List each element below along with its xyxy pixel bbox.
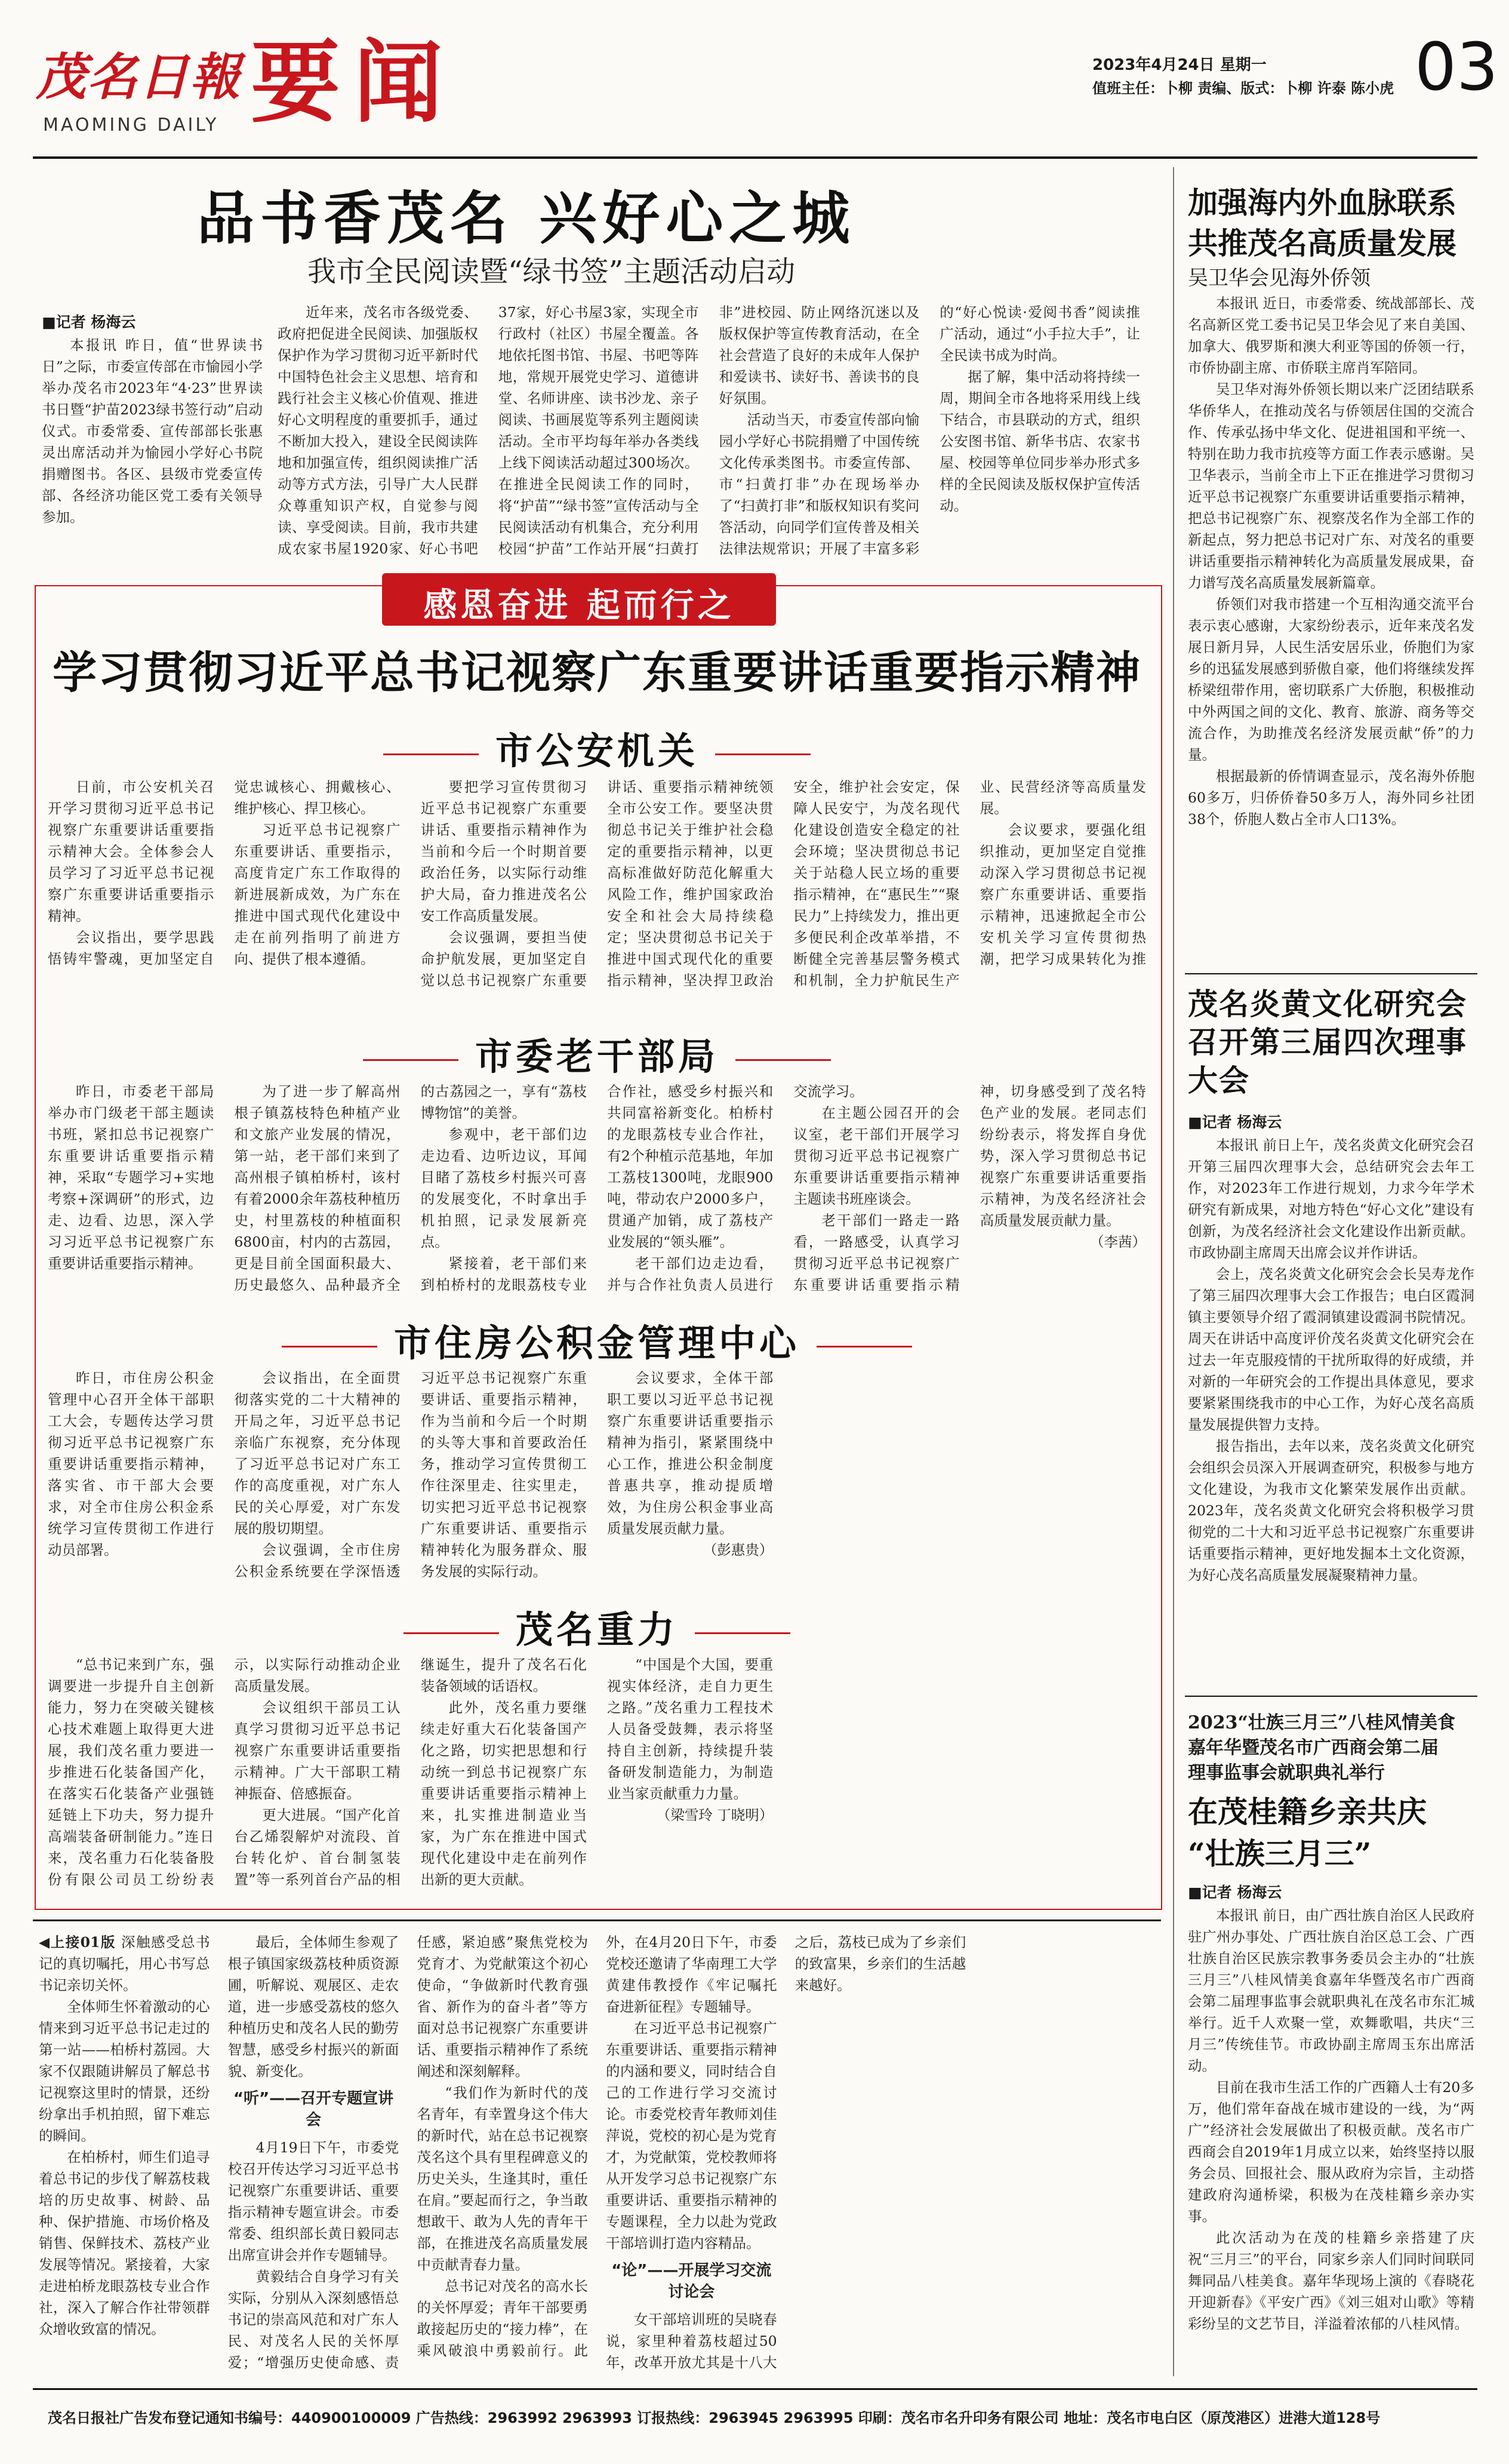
section-heading-police (42, 721, 1152, 774)
section-title: 要闻 (251, 30, 457, 135)
right-story2-title: 茂名炎黄文化研究会召开第三届四次理事大会 (1188, 986, 1467, 1098)
section-paragraph: 老干部们边走边看，并与合作社负责人员进行交流学习。 (606, 1083, 864, 1293)
continued-paragraph: 在习近平总书记视察广东重要讲话、重要指示精神的内涵和要义，同时结合自己的工作进行学习交流讨论。市委党校青年教师刘佳萍说，党校的初心是为党育才，为党献策，党校教师将从开发学习总书记视察广东重要讲话、重要指示精神的专题课程，全力以赴为党政干部培训打造内容精品。 (605, 2020, 777, 2251)
section-paragraph: 紧接着，老干部们来到柏桥村的龙眼荔枝专业合作社，感受乡村振兴和共同富裕新变化。柏桥村的龙眼荔枝专业合作社，有2个种植示范基地，年加工荔枝1300吨，龙眼900吨，带动农户2000多户，贯通产加销，成了荔枝产业发展的“领头雁”。 (420, 1083, 774, 1293)
heading-rule-left (404, 1632, 499, 1634)
right-rule-1 (1185, 973, 1477, 974)
section-paragraph: 老干部们一路走一路看，一路感受，认真学习贯彻习近平总书记视察广东重要讲话重要指示精神，切身感受到了茂名特色产业的发展。老同志们纷纷表示，将发挥自身优势，深入学习贯彻总书记视察广东重要讲话重要指示精神，为茂名经济社会高质量发展贡献力量。 (793, 1083, 1146, 1293)
issue-date: 2023年4月24日 星期一 (1092, 56, 1267, 74)
lead-author: ■记者 杨海云 (42, 313, 136, 331)
right-rule-2 (1185, 1696, 1477, 1697)
section-paragraph: “总书记来到广东，强调要进一步提升自主创新能力，努力在突破关键核心技术难题上取得更大进展，我们茂名重力要进一步推进石化装备国产化，在落实石化装备产业强链延链上下功夫，努力提升高端装备研制能力。”连日来，茂名重力石化装备股份有限公司员工纷纷表示，以实际行动推动企业高质量发展。 (48, 1656, 401, 1888)
section-paragraph: “中国是个大国，要重视实体经济，走自力更生之路。”茂名重力工程技术人员备受鼓舞，表示将坚持自主创新，持续提升装备研发制造能力，为制造业当家贡献重力力量。 (606, 1656, 774, 1802)
heading-rule-right (715, 753, 811, 755)
right-story1-body (1188, 293, 1474, 967)
section-paragraph: 昨日，市委老干部局举办市门级老干部主题读书班，紧扣总书记视察广东重要讲话重要指示精神，采取“专题学习+实地考察+深调研”的形式，边走、边看、边思，深入学习习近平总书记视察广东重要讲话重要指示精神。 (48, 1083, 214, 1272)
lead-paragraph: 活动当天，市委宣传部向愉园小学好心书院捐赠了中国传统文化传承类图书。市委宣传部、市“扫黄打非”办在现场举办了“扫黄打非”和版权知识有奖问答活动，向同学们宣传普及相关法律法规常识；开展了丰富多彩的“好心悦读·爱阅书香”阅读推广活动，通过“小手拉大手”，让全民读书成为时尚。 (719, 304, 1140, 557)
lead-paragraph: 本报讯 昨日，值“世界读书日”之际，市委宣传部在市愉园小学举办茂名市2023年“4·23”世界读书日暨“护苗2023绿书签行动”启动仪式。市委常委、宣传部部长张惠灵出席活动并为愉园小学好心书院捐赠图书。各区、县级市党委宣传部、各经济功能区党工委有关领导参加。 (42, 337, 263, 525)
section-heading-housing-fund (42, 1313, 1152, 1367)
continued-subhead: “论”——开展学习交流讨论会 (611, 2262, 772, 2301)
section-body-police (48, 776, 1146, 1009)
logo-english: MAOMING DAILY (43, 115, 219, 136)
section-paragraph: 为了进一步了解高州根子镇荔枝特色种植产业和文旅产业发展的情况，第一站，老干部们来到了高州根子镇柏桥村，该村有着2000余年荔枝种植历史，村里荔枝的种植面积6800亩，村内的古荔园，更是目前全国面积最大、历史最悠久、品种最齐全的古荔园之一，享有“荔枝博物馆”的美誉。 (234, 1083, 587, 1293)
continued-story (39, 1931, 1155, 2379)
logo-text: 茂名日報 (36, 47, 242, 106)
section-paragraph: 会议要求，要强化组织推动，更加坚定自觉推动深入学习贯彻总书记视察广东重要讲话、重要指示精神，迅速掀起全市公安机关学习宣传贯彻热潮，把学习成果转化为推 (980, 822, 1146, 967)
right-story3-author: ■记者 杨海云 (1188, 1884, 1282, 1901)
right-paragraph: 目前在我市生活工作的广西籍人士有20多万，他们常年奋战在城市建设的一线，为“两广”经济社会发展做出了积极贡献。茂名市广西商会自2019年1月成立以来，始终坚持以服务会员、回报社会、服从政府为宗旨，主动搭建政府沟通桥梁，积极为在茂桂籍乡亲办实事。 (1188, 2079, 1474, 2225)
footer-info: 茂名日报社广告发布登记通知书编号：440900100009 广告热线：2963992 2963993 订报热线：2963945 2963995 印刷：茂名市名升印务有限公司 地址：茂名市电白区（原茂港区）进港大道128号 (48, 2410, 1381, 2426)
heading-rule-left (282, 1346, 377, 1348)
section-paragraph: 日前，市公安机关召开学习贯彻习近平总书记视察广东重要讲话重要指示精神大会。全体参会人员学习了习近平总书记视察广东重要讲话重要指示精神。 (48, 779, 214, 924)
lead-subtitle: 我市全民阅读暨“绿书签”主题活动启动 (307, 255, 796, 288)
right-story2-author: ■记者 杨海云 (1188, 1113, 1282, 1131)
continued-paragraph: 4月19日下午，市委党校召开传达学习习近平总书记视察广东重要讲话、重要指示精神专题宣讲会。市委常委、组织部长黄日毅同志出席宣讲会并作专题辅导。 (227, 2139, 399, 2263)
section-paragraph: 会议组织干部员工认真学习贯彻习近平总书记视察广东重要讲话重要指示精神。广大干部职工精神振奋、倍感振奋。 (234, 1699, 401, 1802)
right-paragraph: 本报讯 前日上午，茂名炎黄文化研究会召开第三届四次理事大会，总结研究会去年工作，对2023年工作进行规划，力求今年学术研究有新成果，对地方特色“好心文化”建设有创新，为茂名经济社会文化建设作出新贡献。市政协副主席周天出席会议并作讲话。 (1188, 1137, 1474, 1261)
continued-subhead: “听”——召开专题宣讲会 (233, 2090, 394, 2129)
lead-body-col1 (42, 334, 263, 567)
right-paragraph: 本报讯 前日，由广西壮族自治区人民政府驻广州办事处、广西壮族自治区总工会、广西壮族自治区民族宗教事务委员会主办的“壮族三月三”八桂风情美食嘉年华暨茂名市广西商会第二届理事监事会就职典礼在茂名市东汇城举行。近千人欢聚一堂，欢舞歌唱，共庆“三月三”传统佳节。市政协副主席周玉东出席活动。 (1188, 1907, 1474, 2074)
continued-paragraph: 全体师生怀着激动的心情来到习近平总书记走过的第一站——柏桥村荔园。大家不仅跟随讲解员了解总书记视察这里时的情景，还纷纷拿出手机拍照，留下难忘的瞬间。 (39, 1998, 210, 2144)
section-paragraph: 要把学习宣传贯彻习近平总书记视察广东重要讲话、重要指示精神作为当前和今后一个时期首要政治任务，以实际行动维护大局，奋力推进茂名公安工作高质量发展。 (420, 779, 587, 924)
lead-paragraph: 据了解，集中活动将持续一周，期间全市各地将采用线上线下结合，市县联动的方式，组织公安图书馆、新华书店、农家书屋、校园等单位同步举办形式多样的全民阅读及版权保护宣传活动。 (940, 368, 1140, 514)
continued-lead (39, 1931, 210, 1996)
section-heading-text: 茂名重力 (515, 1608, 678, 1651)
section-heading-text: 市委老干部局 (475, 1035, 719, 1078)
right-story3-kicker2: 嘉年华暨茂名市广西商会第二届 (1188, 1737, 1439, 1758)
section-paragraph: 习近平总书记视察广东重要讲话、重要指示，高度肯定广东工作取得的新进展新成效，为广东在推进中国式现代化建设中走在前列指明了前进方向、提供了根本遵循。 (234, 822, 401, 967)
section-body-maoming-heavy (48, 1654, 1146, 1896)
section-paragraph: 会议强调，要担当使命护航发展，更加坚定自觉以总书记视察广东重要讲话、重要指示精神统领全市公安工作。要坚决贯彻总书记关于维护社会稳定的重要指示精神，以更高标准做好防范化解重大风险工作，维护国家政治安全和社会大局持续稳定；坚决贯彻总书记关于推进中国式现代化的重要指示精神，坚决捍卫政治安全，维护社会安定，保障人民安宁，为茂名现代化建设创造安全稳定的社会环境；坚决贯彻总书记关于站稳人民立场的重要指示精神，在“惠民生”“聚民力”上持续发力，推出更多便民利企改革举措，不断健全完善基层警务模式和机制，全力护航民生产业、民营经济等高质量发展。 (420, 779, 1146, 989)
page-number: 03 (1415, 29, 1498, 105)
section-heading-text: 市住房公积金管理中心 (393, 1321, 800, 1365)
section-paragraph: 昨日，市住房公积金管理中心召开全体干部职工大会，专题传达学习贯彻习近平总书记视察广东重要讲话重要指示精神，落实省、市干部大会要求，对全市住房公积金系统学习宣传贯彻工作进行动员部署。 (48, 1370, 214, 1558)
section-paragraph: 在主题公园召开的会议室，老干部们开展学习贯彻习近平总书记视察广东重要讲话重要指示精神主题读书班座谈会。 (793, 1105, 960, 1207)
section-heading-veterans (42, 1027, 1152, 1080)
right-story1-subtitle: 吴卫华会见海外侨领 (1188, 266, 1371, 290)
editor-credits: 值班主任：卜柳 责编、版式：卜柳 许泰 陈小虎 (1092, 80, 1394, 97)
lead-paragraph: 近年来，茂名市各级党委、政府把促进全民阅读、加强版权保护作为学习贯彻习近平新时代中国特色社会主义思想、培育和践行社会主义核心价值观、推进好心文明程度的重要抓手，通过不断加大投入，建设全民阅读阵地和加强宣传，组织阅读推广活动等方式方法，引导广大人民群众尊重知识产权，自觉参与阅读、享受阅读。目前，我市共建成农家书屋1920家、好心书吧37家，好心书屋3家，实现全市行政村（社区）书屋全覆盖。各地依托图书馆、书屋、书吧等阵地，常规开展党史学习、道德讲堂、名师讲座、读书沙龙、亲子阅读、书画展览等系列主题阅读活动。全市平均每年举办各类线上线下阅读活动超过300场次。在推进全民阅读工作的同时，将“护苗”“绿书签”宣传活动与全民阅读活动有机集合，充分利用校园“护苗”工作站开展“扫黄打非”进校园、防止网络沉迷以及版权保护等宣传教育活动，在全社会营造了良好的未成年人保护和爱读书、读好书、善读书的良好氛围。 (278, 304, 920, 557)
right-story3-title-line1: 在茂桂籍乡亲共庆 (1188, 1794, 1427, 1829)
heading-rule-left (363, 1059, 458, 1061)
right-paragraph: 报告指出，去年以来，茂名炎黄文化研究会组织会员深入开展调查研究，积极参与地方文化建设，为我市文化繁荣发展作出贡献。2023年，茂名炎黄文化研究会将积极学习贯彻党的二十大和习近平总书记视察广东重要讲话重要指示精神，更好地发掘本土文化资源，为好心茂名高质量发展凝聚精神力量。 (1188, 1438, 1474, 1583)
right-paragraph: 会上，茂名炎黄文化研究会会长吴寿龙作了第三届四次理事大会工作报告；电白区霞洞镇主要领导介绍了霞洞镇建设霞洞书院情况。周天在讲话中高度评价茂名炎黄文化研究会在过去一年克服疫情的干扰所取得的好成绩，并对新的一年研究会的工作提出具体意见，要求要紧紧围绕我市的中心工作，为好心茂名高质量发展提供智力支持。 (1188, 1266, 1474, 1433)
continued-from-label: ◀上接01版 (39, 1934, 116, 1951)
byline-sign: （彭惠贵） (703, 1542, 774, 1558)
section-body-veterans (48, 1081, 1146, 1296)
section-heading-text: 市公安机关 (495, 729, 698, 773)
section-paragraph: 会议要求，全体干部职工要以习近平总书记视察广东重要讲话重要指示精神为指引，紧紧围绕中心工作，推进公积金制度普惠共享，推动提质增效，为住房公积金事业高质量发展贡献力量。 (606, 1370, 774, 1537)
masthead-rule (33, 156, 1477, 159)
right-story3-title-line2: “壮族三月三” (1188, 1836, 1372, 1871)
section-body-housing-fund (48, 1367, 1146, 1582)
continued-paragraph: “我们作为新时代的茂名青年，有幸置身这个伟大的新时代，站在总书记视察茂名这个具有里程碑意义的历史关头，生逢其时，重任在肩。”要起而行之，争当敢想敢干、敢为人先的青年干部，在推进茂名高质量发展中贡献青春力量。 (417, 2084, 588, 2273)
byline-sign: （梁雪玲 丁晓明） (656, 1807, 774, 1823)
heading-rule-left (383, 753, 479, 755)
newspaper-logo (36, 37, 245, 106)
section-paragraph: 会议强调，全市住房公积金系统要在学深悟透习近平总书记视察广东重要讲话、重要指示精神，作为当前和今后一个时期的头等大事和首要政治任务，推动学习宣传贯彻工作往深里走、往实里走，切实把习近平总书记视察广东重要讲话、重要指示精神转化为服务群众、服务发展的实际行动。 (234, 1370, 587, 1580)
section-paragraph: 更大进展。“国产化首台乙烯裂解炉对流段、首台转化炉、首台制氢装置”等一系列首台产品的相继诞生，提升了茂名石化装备领域的话语权。 (234, 1656, 587, 1888)
right-story1-title-line2: 共推茂名高质量发展 (1188, 226, 1456, 261)
section-paragraph: 此外，茂名重力要继续走好重大石化装备国产化之路，切实把思想和行动统一到总书记视察广东重要讲话重要指示精神上来，扎实推进制造业当家，为广东在推进中国式现代化建设中走在前列作出新的更大贡献。 (420, 1699, 587, 1888)
right-paragraph: 吴卫华对海外侨领长期以来广泛团结联系华侨华人，在推动茂名与侨领居住国的交流合作、传承弘扬中华文化、促进祖国和平统一、特别在助力我市抗疫等方面工作表示感谢。吴卫华表示，当前全市上下正在推进学习贯彻习近平总书记视察广东重要讲话重要指示精神，把总书记视察广东、视察茂名作为全部工作的新起点，努力把总书记对广东、对茂名的重要讲话重要指示精神转化为高质量发展成果，奋力谱写茂名高质量发展新篇章。 (1188, 381, 1474, 591)
section-paragraph: 会议指出，在全面贯彻落实党的二十大精神的开局之年，习近平总书记亲临广东视察，充分体现了习近平总书记对广东工作的高度重视，对广东人民的关心厚爱，对广东发展的殷切期望。 (234, 1370, 401, 1537)
right-story3-kicker3: 理事监事会就职典礼举行 (1188, 1762, 1385, 1783)
lead-body-col2 (278, 302, 1140, 567)
right-story3-body (1188, 1905, 1474, 2379)
feature-banner (382, 573, 776, 626)
continued-intro: 深触感受总书记的真切嘱托，用心书写总书记亲切关怀。 (39, 1934, 210, 1994)
right-paragraph: 本报讯 近日，市委常委、统战部部长、茂名高新区党工委书记吴卫华会见了来自美国、加拿大、俄罗斯和澳大利亚等国的侨领一行，市侨协副主席、市侨联主席肖军陪同。 (1188, 295, 1474, 376)
feature-title: 学习贯彻习近平总书记视察广东重要讲话重要指示精神 (53, 647, 1141, 699)
right-story3-kicker1: 2023“壮族三月三”八桂风情美食 (1188, 1712, 1456, 1733)
lead-title: 品书香茂名 兴好心之城 (197, 184, 856, 252)
right-paragraph: 侨领们对我市搭建一个互相沟通交流平台表示衷心感谢，大家纷纷表示，近年来茂名发展日新月异，人民生活安居乐业，侨胞们为家乡的迅猛发展感到骄傲自豪，他们将继续发挥桥梁纽带作用，密切联系广大侨胞，积极推动中外两国之间的文化、教育、旅游、商务等交流合作，为助推茂名经济发展贡献“侨”的力量。 (1188, 596, 1474, 763)
section-heading-maoming-heavy (42, 1600, 1152, 1653)
feature-banner-text: 感恩奋进 起而行之 (423, 586, 735, 625)
continued-paragraph: 总书记对茂名的高水长的关怀厚爱；青年干部要勇敢接起历史的“接力棒”，在乘风破浪中勇毅前行。此外，在4月20日下午，市委党校还邀请了华南理工大学黄建伟教授作《牢记嘱托 奋进新征程》专题辅导。 (417, 1934, 777, 2359)
right-paragraph: 此次活动为在茂的桂籍乡亲搭建了庆祝“三月三”的平台，同家乡亲人们同时间联同舞同品八桂美食。嘉年华现场上演的《春晓花开迎新春》《平安广西》《刘三姐对山歌》等精彩纷呈的文艺节目，洋溢着浓郁的八桂风情。 (1188, 2229, 1474, 2332)
section-paragraph: 会议指出，要学思践悟铸牢警魂，更加坚定自觉忠诚核心、拥戴核心、维护核心、捍卫核心。 (48, 779, 401, 967)
right-paragraph: 根据最新的侨情调查显示，茂名海外侨胞60多万，归侨侨眷50多万人，海外同乡社团38个，侨胞人数占全市人口13%。 (1188, 768, 1474, 828)
heading-rule-right (735, 1059, 831, 1061)
right-story2-body (1188, 1134, 1474, 1690)
section-paragraph: 参观中，老干部们边走边看、边听边议，耳闻目睹了荔枝乡村振兴可喜的发展变化，不时拿出手机拍照，记录发展新亮点。 (420, 1126, 587, 1250)
footer-rule (33, 2388, 1477, 2390)
masthead (0, 0, 1509, 161)
right-story1-title-line1: 加强海内外血脉联系 (1188, 185, 1456, 220)
right-column-divider (1173, 167, 1174, 2376)
continued-paragraph: 最后，全体师生参观了根子镇国家级荔枝种质资源圃，听解说、观展区、走农道，进一步感受荔枝的悠久种植历史和茂名人民的勤劳智慧，感受乡村振兴的新面貌、新变化。 (227, 1934, 399, 2080)
continued-paragraph: 在柏桥村，师生们追寻着总书记的步伐了解荔枝栽培的历史故事、树龄、品种、保护措施、市场价格及销售、保鲜技术、荔枝产业发展等情况。紧接着，大家走进柏桥龙眼荔枝专业合作社，深入了解合作社带领群众增收致富的情况。 (39, 2149, 210, 2337)
bottom-section-rule (33, 1919, 1161, 1921)
byline-sign: （李茜） (1089, 1233, 1146, 1250)
heading-rule-right (695, 1632, 790, 1634)
continued-paragraph: 女干部培训班的吴晓春说，家里种着荔枝超过50年，改革开放尤其是十八大之后，荔枝已成为了乡亲们的致富果，乡亲们的生活越来越好。 (605, 1934, 966, 2371)
heading-rule-right (817, 1346, 912, 1348)
continued-paragraph: 黄毅结合自身学习有关实际，分别从入深刻感悟总书记的崇高风范和对广东人民、对茂名人民的关怀厚爱；“增强历史使命感、责任感，紧迫感”聚焦党校为党育才、为党献策这个初心使命，“争做新时代教育强省、新作为的奋斗者”等方面对总书记视察广东重要讲话、重要指示精神作了系统阐述和深刻解释。 (227, 1934, 588, 2371)
